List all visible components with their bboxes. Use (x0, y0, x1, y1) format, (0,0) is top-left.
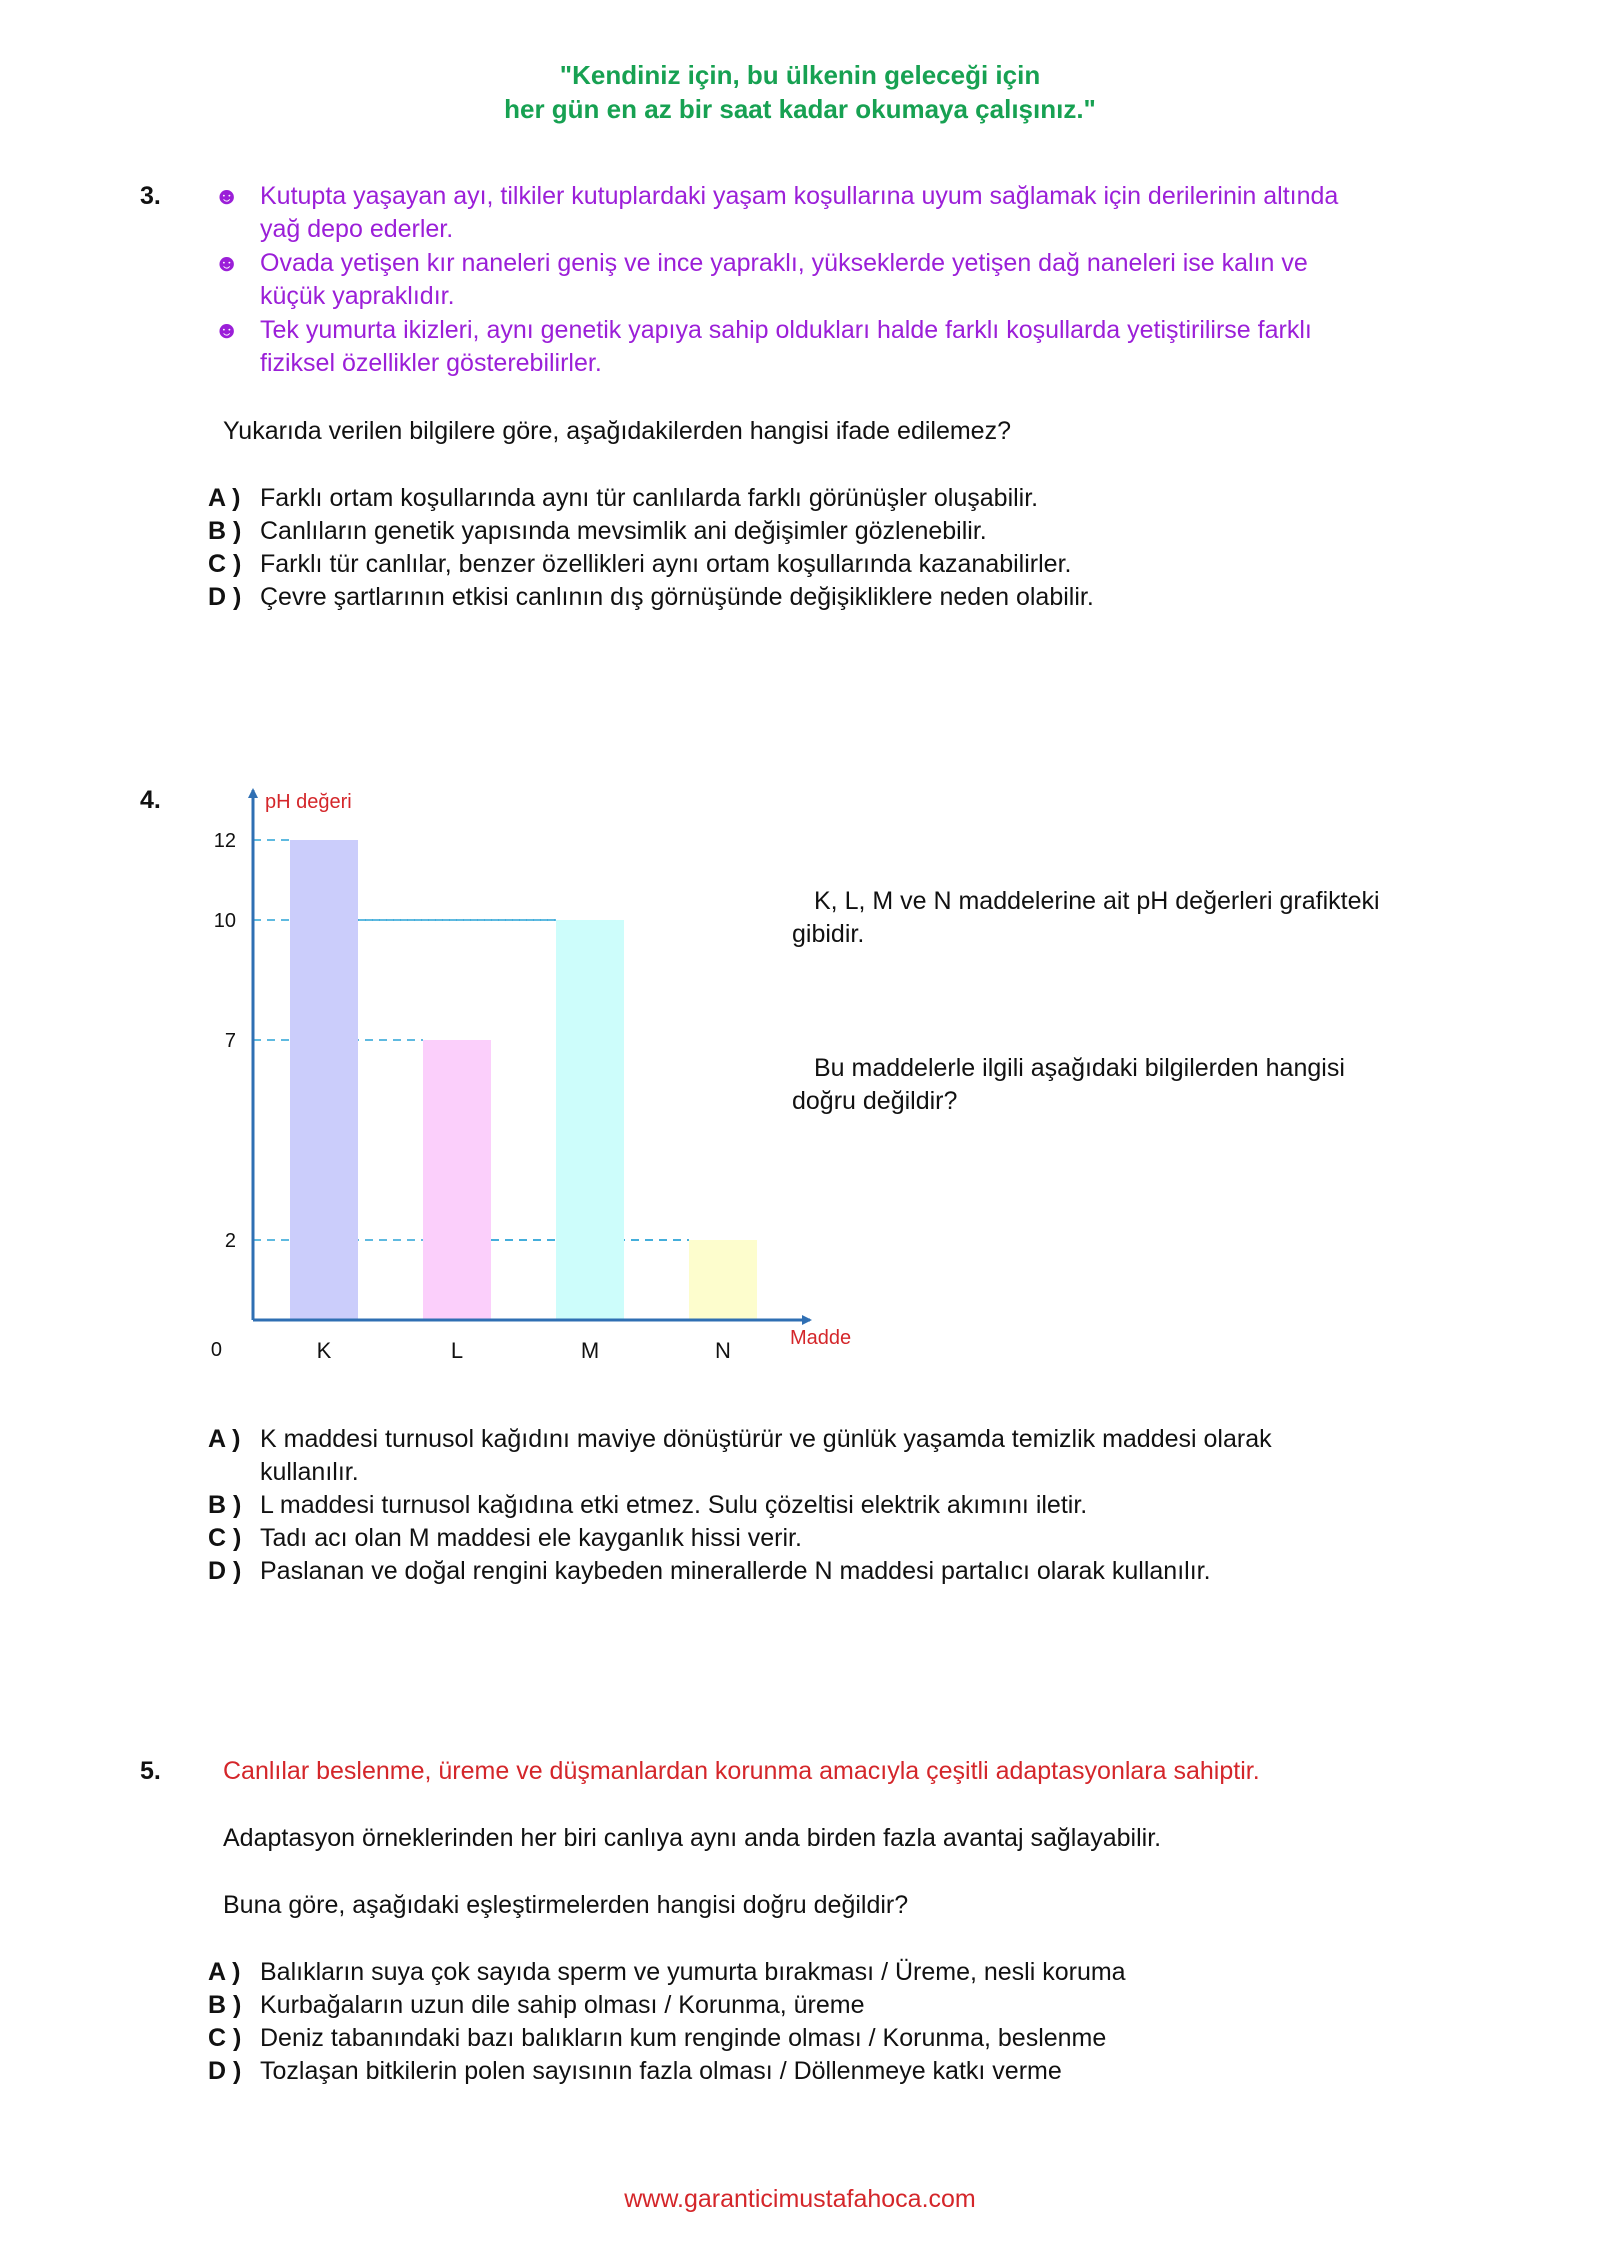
y-tick-label-2: 2 (224, 1230, 236, 1252)
header-quote-line2: her gün en az bir saat kadar okumaya çalışınız." (504, 94, 1096, 124)
question-3-number: 3. (140, 182, 161, 210)
q3-bullet-1-line1: Kutupta yaşayan ayı, tilkiler kutuplardaki yaşam koşullarına uyum sağlamak için derilerinin altında (260, 182, 1339, 210)
q4-desc-line1: K, L, M ve N maddelerine ait pH değerleri grafikteki (814, 887, 1380, 915)
q5-option-c-label[interactable]: C ) (208, 2024, 242, 2052)
q3-option-b-text: Canlıların genetik yapısında mevsimlik ani değişimler gözlenebilir. (260, 517, 987, 545)
q3-option-b-label[interactable]: B ) (208, 517, 242, 545)
question-5-number: 5. (140, 1757, 161, 1785)
q5-option-a-label[interactable]: A ) (208, 1958, 241, 1986)
y-axis-label: pH değeri (265, 791, 352, 813)
q4-ask-line2: doğru değildir? (792, 1087, 958, 1115)
q3-bullet-3-line2: fiziksel özellikler gösterebilirler. (260, 349, 602, 377)
q3-bullet-1-line2: yağ depo ederler. (260, 215, 454, 243)
x-tick-label-L: L (450, 1338, 464, 1363)
q3-option-a-label[interactable]: A ) (208, 484, 241, 512)
q4-option-c-label[interactable]: C ) (208, 1524, 242, 1552)
y-tick-label-12: 12 (213, 830, 236, 852)
q4-option-d-label[interactable]: D ) (208, 1557, 242, 1585)
x-tick-label-N: N (715, 1338, 731, 1363)
footer-website-link[interactable]: www.garanticimustafahoca.com (624, 2185, 976, 2213)
q3-bullet-3-line1: Tek yumurta ikizleri, aynı genetik yapıya sahip oldukları halde farklı koşullarda yetiştirilirse farklı (260, 316, 1312, 344)
y-tick-label-7: 7 (224, 1030, 236, 1052)
q4-option-a-line2: kullanılır. (260, 1458, 359, 1486)
q5-option-a-text: Balıkların suya çok sayıda sperm ve yumurta bırakması / Üreme, nesli koruma (260, 1958, 1126, 1986)
x-tick-label-K: K (316, 1338, 332, 1363)
q3-bullet-2-line1: Ovada yetişen kır naneleri geniş ve ince yapraklı, yükseklerde yetişen dağ naneleri ise kalın ve (260, 249, 1308, 277)
q5-question: Buna göre, aşağıdaki eşleştirmelerden hangisi doğru değildir? (223, 1891, 909, 1919)
q5-statement: Adaptasyon örneklerinden her biri canlıya aynı anda birden fazla avantaj sağlayabilir. (223, 1824, 1162, 1852)
bar-L (423, 1040, 491, 1320)
q4-option-d-text: Paslanan ve doğal rengini kaybeden minerallerde N maddesi partalıcı olarak kullanılır. (260, 1557, 1211, 1585)
bar-M (556, 920, 624, 1320)
q3-option-c-label[interactable]: C ) (208, 550, 242, 578)
x-axis-label: Madde (790, 1327, 852, 1349)
q4-option-b-text: L maddesi turnusol kağıdına etki etmez. Sulu çözeltisi elektrik akımını iletir. (260, 1491, 1088, 1519)
q3-option-c-text: Farklı tür canlılar, benzer özellikleri aynı ortam koşullarında kazanabilirler. (260, 550, 1072, 578)
q4-option-a-label[interactable]: A ) (208, 1425, 241, 1453)
q3-option-a-text: Farklı ortam koşullarında aynı tür canlılarda farklı görünüşler oluşabilir. (260, 484, 1039, 512)
header-quote-line1: "Kendiniz için, bu ülkenin geleceği için (559, 60, 1041, 90)
question-4-number: 4. (140, 786, 161, 814)
q4-option-a-line1: K maddesi turnusol kağıdını maviye dönüştürür ve günlük yaşamda temizlik maddesi olarak (260, 1425, 1272, 1453)
q4-ask-line1: Bu maddelerle ilgili aşağıdaki bilgilerden hangisi (814, 1054, 1345, 1082)
x-tick-labels (317, 1338, 731, 1363)
q3-option-d-text: Çevre şartlarının etkisi canlının dış görnüşünde değişikliklere neden olabilir. (260, 583, 1094, 611)
q3-option-d-label[interactable]: D ) (208, 583, 242, 611)
smiley-bullet-icon: ☻ (214, 317, 240, 344)
q4-option-b-label[interactable]: B ) (208, 1491, 242, 1519)
q4-desc-line2: gibidir. (792, 920, 865, 948)
q5-option-b-text: Kurbağaların uzun dile sahip olması / Korunma, üreme (260, 1991, 865, 2019)
q5-option-d-text: Tozlaşan bitkilerin polen sayısının fazla olması / Döllenmeye katkı verme (260, 2057, 1062, 2085)
x-tick-label-M: M (580, 1338, 600, 1363)
q4-option-c-text: Tadı acı olan M maddesi ele kayganlık hissi verir. (260, 1524, 802, 1552)
q3-bullet-2-line2: küçük yapraklıdır. (260, 282, 455, 310)
q5-option-b-label[interactable]: B ) (208, 1991, 242, 2019)
q5-intro: Canlılar beslenme, üreme ve düşmanlardan korunma amacıyla çeşitli adaptasyonlara sahiptir. (223, 1757, 1260, 1785)
smiley-bullet-icon: ☻ (214, 183, 240, 210)
smiley-bullet-icon: ☻ (214, 250, 240, 277)
ph-bar-chart (0, 770, 900, 1380)
q5-option-d-label[interactable]: D ) (208, 2057, 242, 2085)
y-tick-label-10: 10 (213, 910, 236, 932)
y-tick-label-0: 0 (210, 1339, 222, 1361)
q5-option-c-text: Deniz tabanındaki bazı balıkların kum renginde olması / Korunma, beslenme (260, 2024, 1107, 2052)
y-tick-labels (211, 830, 236, 1361)
q3-question: Yukarıda verilen bilgilere göre, aşağıdakilerden hangisi ifade edilemez? (223, 417, 1011, 445)
bar-N (689, 1240, 757, 1320)
bar-K (290, 840, 358, 1320)
bars (290, 840, 757, 1320)
